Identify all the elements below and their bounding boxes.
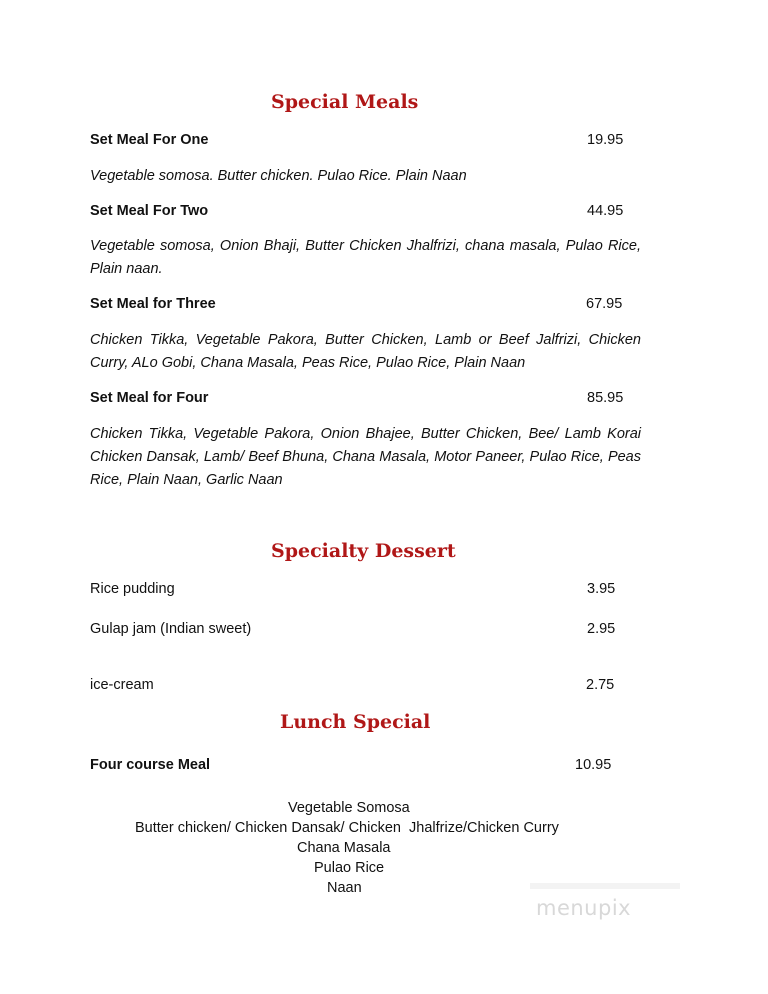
- specialty-dessert-heading: Specialty Dessert: [271, 540, 456, 562]
- dessert-item-name: Gulap jam (Indian sweet): [90, 621, 252, 637]
- dessert-item-name: Rice pudding: [90, 581, 175, 597]
- special-meals-heading: Special Meals: [271, 91, 419, 113]
- menu-item-name: Set Meal For One: [90, 132, 209, 148]
- lunch-course-line: Pulao Rice: [314, 860, 385, 876]
- watermark-logo: menupix: [536, 896, 632, 920]
- lunch-item-price: 10.95: [575, 757, 612, 773]
- lunch-course-line: Naan: [327, 880, 362, 896]
- dessert-item-price: 3.95: [587, 581, 616, 597]
- dessert-item-name: ice-cream: [90, 677, 154, 693]
- menu-item-price: 19.95: [587, 132, 624, 148]
- dessert-item-price: 2.95: [587, 621, 616, 637]
- watermark-bar: [530, 883, 680, 889]
- menu-item-price: 67.95: [586, 296, 623, 312]
- lunch-item-name: Four course Meal: [90, 757, 211, 773]
- dessert-item-price: 2.75: [586, 677, 615, 693]
- menu-item-price: 85.95: [587, 390, 624, 406]
- lunch-course-line: Butter chicken/ Chicken Dansak/ Chicken Jhalfrize/Chicken Curry: [135, 820, 559, 836]
- menu-item-name: Set Meal For Two: [90, 203, 209, 219]
- menu-item-description: Chicken Tikka, Vegetable Pakora, Butter Chicken, Lamb or Beef Jalfrizi, Chicken Curry, ALo Gobi, Chana Masala, Peas Rice, Pulao Rice, Plain Naan: [90, 332, 641, 371]
- menu-item-description: Chicken Tikka, Vegetable Pakora, Onion Bhajee, Butter Chicken, Bee/ Lamb Korai Chicken Dansak, Lamb/ Beef Bhuna, Chana Masala, Motor Paneer, Pulao Rice, Peas Rice, Plain Naan, Garlic Naan: [90, 426, 641, 488]
- menu-item-name: Set Meal for Three: [90, 296, 216, 312]
- menu-item-description: Vegetable somosa. Butter chicken. Pulao Rice. Plain Naan: [90, 168, 467, 184]
- lunch-course-line: Vegetable Somosa: [288, 800, 410, 816]
- lunch-special-heading: Lunch Special: [280, 711, 431, 733]
- lunch-course-line: Chana Masala: [297, 840, 391, 856]
- menu-item-description: Vegetable somosa, Onion Bhaji, Butter Chicken Jhalfrizi, chana masala, Pulao Rice, Plain naan.: [90, 238, 641, 277]
- menu-item-name: Set Meal for Four: [90, 390, 209, 406]
- menu-item-price: 44.95: [587, 203, 624, 219]
